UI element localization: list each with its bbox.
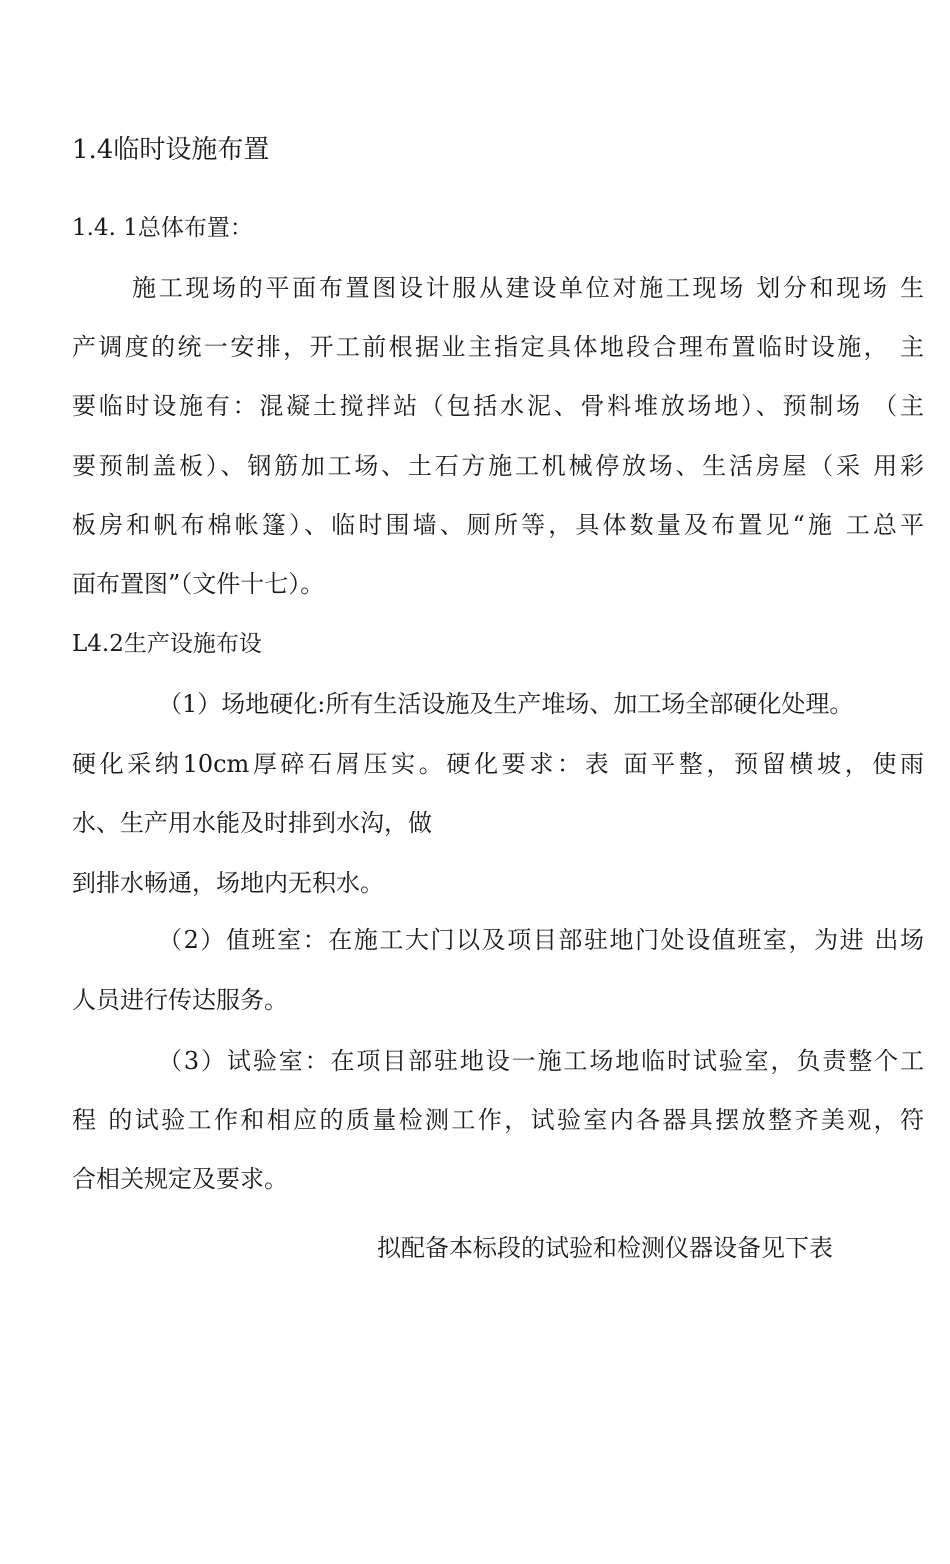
paragraph-line: 板房和帆布棉帐篷）、临时围墙、厕所等，具体数量及布置见“施 工总平 (72, 511, 924, 539)
section-heading: 1.4临时设施布置 (72, 135, 270, 165)
paragraph-line: （1）场地硬化:所有生活设施及生产堆场、加工场全部硬化处理。 (158, 690, 854, 718)
paragraph-line: 面布置图”（文件十七）。 (72, 570, 325, 598)
paragraph-line: 要预制盖板）、钢筋加工场、土石方施工机械停放场、生活房屋（采 用彩 (72, 452, 924, 480)
paragraph-line: 要临时设施有：混凝土搅拌站（包括水泥、骨料堆放场地）、预制场 （主 (72, 392, 924, 420)
paragraph-line: 程 的试验工作和相应的质量检测工作，试验室内各器具摆放整齐美观，符 (72, 1106, 924, 1134)
paragraph-line: 水、生产用水能及时排到水沟，做 (72, 809, 432, 837)
paragraph-line: 合相关规定及要求。 (72, 1165, 288, 1193)
paragraph-line: 产调度的统一安排，开工前根据业主指定具体地段合理布置临时设施， 主 (72, 333, 924, 361)
paragraph-line: 施工现场的平面布置图设计服从建设单位对施工现场 划分和现场 生 (132, 274, 924, 302)
subsection-heading-production-facilities: L4.2生产设施布设 (72, 631, 262, 657)
paragraph-line: 到排水畅通，场地内无积水。 (72, 869, 384, 897)
paragraph-line: （2）值班室：在施工大门以及项目部驻地门处设值班室，为进 出场 (158, 926, 924, 954)
subsection-heading-overall-layout: 1.4. 1总体布置： (72, 215, 253, 241)
table-caption: 拟配备本标段的试验和检测仪器设备见下表 (377, 1234, 833, 1262)
paragraph-line: 人员进行传达服务。 (72, 986, 288, 1014)
paragraph-line: （3）试验室：在项目部驻地设一施工场地临时试验室，负责整个工 (158, 1047, 924, 1075)
paragraph-line: 硬化采纳10cm厚碎石屑压实。硬化要求：表 面平整，预留横坡，使雨 (72, 750, 924, 778)
